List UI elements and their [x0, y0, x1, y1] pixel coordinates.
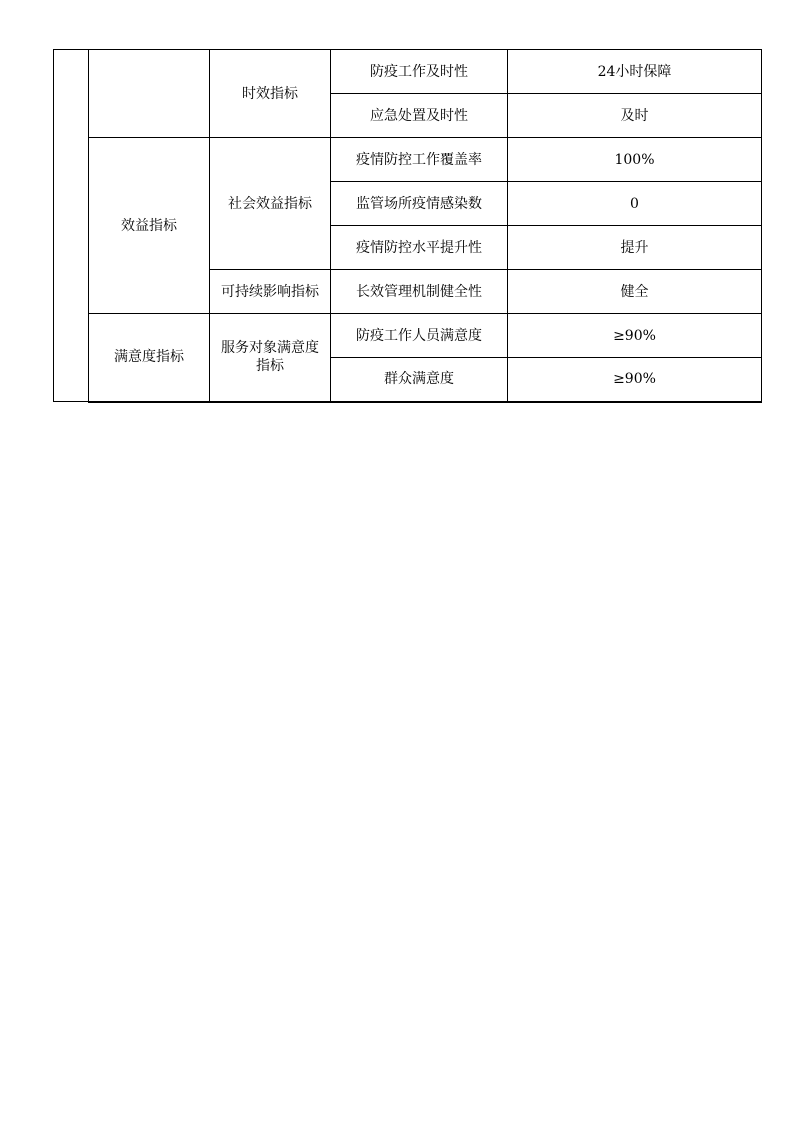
level1-continuation-cell — [54, 50, 89, 402]
tertiary-indicator-cell: 防疫工作及时性 — [331, 50, 508, 94]
secondary-indicator-cell: 时效指标 — [210, 50, 331, 138]
tertiary-indicator-cell: 防疫工作人员满意度 — [331, 314, 508, 358]
secondary-indicator-cell: 社会效益指标 — [210, 138, 331, 270]
table-row — [54, 138, 762, 182]
indicator-value-cell: 健全 — [508, 270, 762, 314]
primary-indicator-cell: 满意度指标 — [89, 314, 210, 402]
tertiary-indicator-cell: 群众满意度 — [331, 358, 508, 402]
tertiary-indicator-cell: 疫情防控水平提升性 — [331, 226, 508, 270]
performance-indicator-table — [53, 49, 762, 403]
primary-indicator-cell: 效益指标 — [89, 138, 210, 314]
indicator-value-cell: 100% — [508, 138, 762, 182]
secondary-indicator-cell: 服务对象满意度指标 — [210, 314, 331, 402]
table-row — [54, 314, 762, 358]
indicator-value-cell: 及时 — [508, 94, 762, 138]
level2-continuation-cell — [89, 50, 210, 138]
tertiary-indicator-cell: 监管场所疫情感染数 — [331, 182, 508, 226]
tertiary-indicator-cell: 应急处置及时性 — [331, 94, 508, 138]
indicator-value-cell: 24小时保障 — [508, 50, 762, 94]
tertiary-indicator-cell: 疫情防控工作覆盖率 — [331, 138, 508, 182]
indicator-value-cell: 0 — [508, 182, 762, 226]
indicator-value-cell: ≥90% — [508, 314, 762, 358]
tertiary-indicator-cell: 长效管理机制健全性 — [331, 270, 508, 314]
secondary-indicator-cell: 可持续影响指标 — [210, 270, 331, 314]
indicator-value-cell: ≥90% — [508, 358, 762, 402]
indicator-value-cell: 提升 — [508, 226, 762, 270]
table-row — [54, 50, 762, 94]
